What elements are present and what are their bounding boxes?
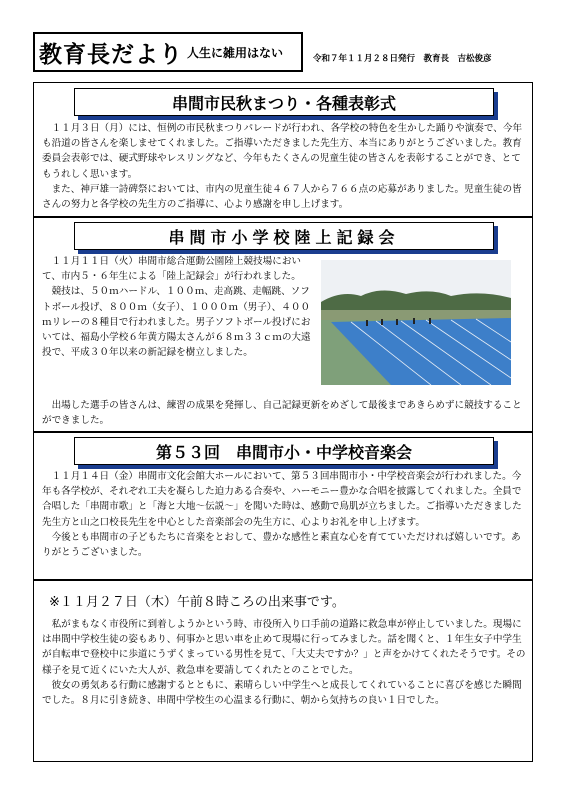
- section4-paragraph: 私がまもなく市役所に到着しようかという時、市役所入り口手前の道路に救急車が停止していました。現場には串間中学校生徒の姿もあり、何事かと思い車を止めて現場に行ってみました。話を聞くと、１年生女子中学生が自転車で登校中に歩道にうずくまっている男性を見て、「大丈夫ですか？」と声をかけてくれたそうです。その様子を見て近くにいた大人が、救急車を要請してくれたとのことでした。: [42, 619, 526, 676]
- publish-info: 令和７年１１月２８日発行 教育長 吉松俊彦: [313, 54, 492, 64]
- heading-athletics-meet: 串間市小学校陸上記録会: [74, 222, 494, 250]
- title-box: [33, 32, 303, 72]
- section3-paragraph: 今後とも串間市の子どもたちに音楽をとおして、豊かな感性と素直な心を育てていただければ嬉しいです。ありがとうございました。: [42, 531, 521, 559]
- section2-paragraph: 出場した選手の皆さんは、練習の成果を発揮し、自己記録更新をめざして最後まであきらめずに競技することができました。: [42, 400, 522, 427]
- heading-autumn-festival-wrap: [74, 88, 494, 116]
- section2-paragraph: １１月１１日（火）串間市総合運動公園陸上競技場において、市内５・６年生による「陸上記録会」が行われました。: [42, 256, 302, 283]
- heading-athletics-wrap: [74, 222, 494, 250]
- heading-music-concert: 第５３回 串間市小・中学校音楽会: [74, 437, 494, 465]
- section2-paragraph: 競技は、５０ｍハードル、１００ｍ、走高跳、走幅跳、ソフトボール投げ、８００ｍ（女子）、１０００ｍ（男子）、４００ｍリレーの８種目で行われました。男子ソフトボール投げにおいては、福島小学校６年黄方陽太さんが６８ｍ３３ｃｍの大遠投で、平成３０年以来の新記録を樹立しました。: [42, 286, 311, 359]
- section1-paragraph: １１月３日（月）には、恒例の市民秋まつりパレードが行われ、各学校の特色を生かした踊りや演奏で、今年も沿道の皆さんを楽しませてくれました。ご指導いただきました先生方、本当にありがとうございました。教育委員会表彰では、硬式野球やレスリングなど、今年もたくさんの児童生徒の皆さんを表彰することができ、とてもうれしく思います。: [42, 123, 523, 180]
- section-music-concert: [33, 432, 533, 580]
- heading-autumn-festival: 串間市民秋まつり・各種表彰式: [74, 88, 494, 116]
- section1-body: [42, 121, 528, 212]
- section-athletics-meet: [33, 217, 533, 432]
- section2-body-bottom: [42, 398, 528, 428]
- section-autumn-festival: [33, 82, 533, 217]
- section4-paragraph: 彼女の勇気ある行動に感謝するとともに、素晴らしい中学生へと成長してくれていることに喜びを感じた瞬間でした。８月に引き続き、串間中学校生の心温まる行動に、朝から気持ちの良い１日でした。: [42, 679, 522, 707]
- athletics-track-photo: [321, 260, 511, 385]
- newsletter-subtitle: 人生に雑用はない: [187, 45, 284, 60]
- section4-body: [42, 617, 528, 708]
- section2-body-left: [42, 254, 317, 360]
- newsletter-header: [33, 32, 548, 74]
- section-incident-report: [33, 580, 533, 762]
- heading-music-wrap: [74, 437, 494, 465]
- incident-title: ※１１月２７日（木）午前８時ころの出来事です。: [49, 595, 345, 610]
- section3-paragraph: １１月１４日（金）串間市文化会館大ホールにおいて、第５３回串間市小・中学校音楽会が行われました。今年も各学校が、それぞれ工夫を凝らした迫力ある合奏や、ハーモニー豊かな合唱を披露してくれました。全員で合唱した「串間市歌」と「海と大地〜伝説〜」を聞いた時は、感動で鳥肌が立ちました。ご指導いただきました先生方と山之口校長先生を中心とした音楽部会の先生方に、心よりお礼を申し上げます。: [42, 471, 522, 528]
- section3-body: [42, 469, 528, 560]
- section1-paragraph: また、神戸雄一詩碑祭においては、市内の児童生徒４６７人から７６６点の応募がありました。児童生徒の皆さんの努力と各学校の先生方のご指導に、心より感謝を申し上げます。: [42, 183, 522, 211]
- newsletter-title: 教育長だより: [39, 41, 183, 68]
